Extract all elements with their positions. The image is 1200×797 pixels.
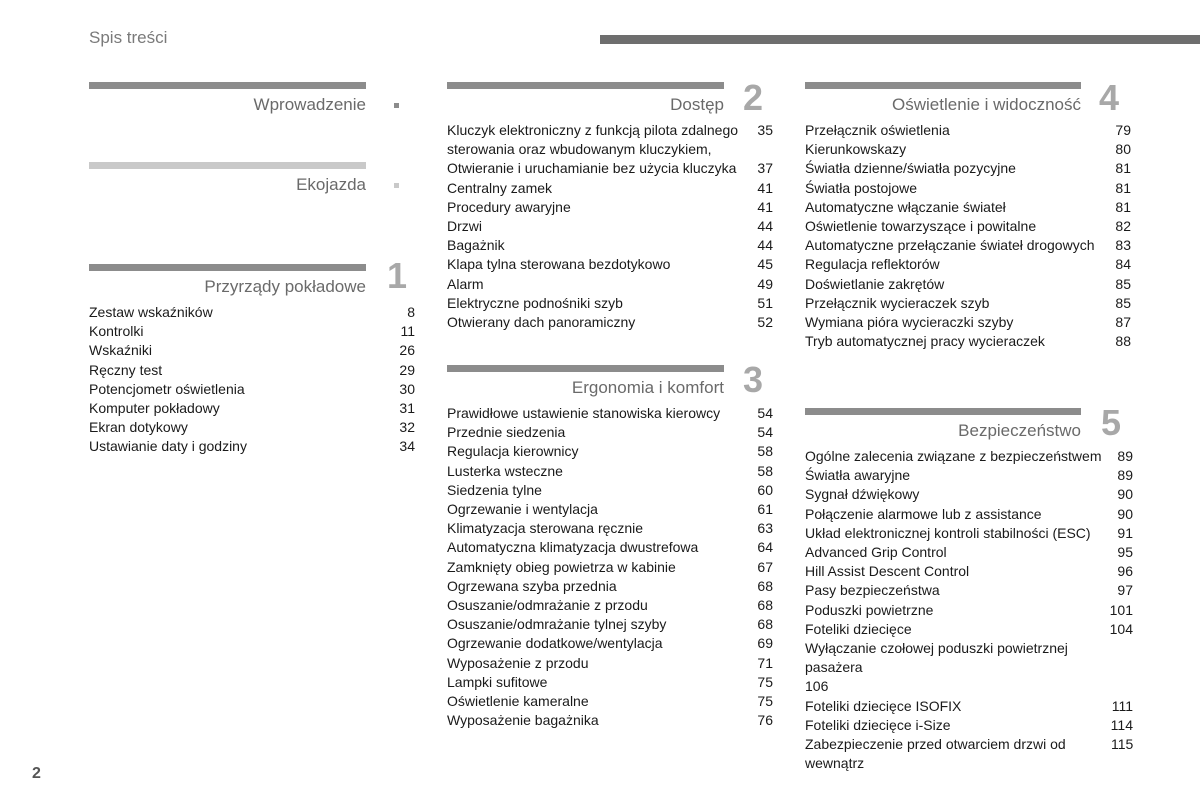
toc-list-ergonomia xyxy=(447,404,773,730)
toc-entry[interactable] xyxy=(447,673,773,692)
toc-entry-page: 111 xyxy=(1111,697,1133,714)
toc-entry[interactable] xyxy=(805,236,1131,255)
toc-entry-page: 63 xyxy=(757,520,773,537)
toc-entry-label: Zamknięty obieg powietrza w kabinie xyxy=(447,558,676,575)
toc-entry-label: Foteliki dziecięce xyxy=(805,620,912,637)
toc-entry-label: Oświetlenie kameralne xyxy=(447,693,589,710)
toc-entry-page: 68 xyxy=(757,577,773,594)
section-bar xyxy=(805,408,1081,415)
toc-entry-page: 115 xyxy=(1111,736,1134,753)
toc-entry-label: Połączenie alarmowe lub z assistance xyxy=(805,505,1042,522)
toc-entry-page: 90 xyxy=(1117,486,1133,503)
section-przyrzady xyxy=(89,255,408,301)
toc-entry[interactable] xyxy=(89,380,415,399)
toc-entry-label: Otwierany dach panoramiczny xyxy=(447,314,636,331)
toc-entry[interactable] xyxy=(805,275,1131,294)
toc-list-bezpieczenstwo xyxy=(805,447,1133,773)
toc-entry-label: Przednie siedzenia xyxy=(447,424,566,441)
section-ergonomia xyxy=(447,359,764,402)
section-marker-icon xyxy=(394,183,399,188)
toc-entry-label: Automatyczna klimatyzacja dwustrefowa xyxy=(447,539,699,556)
toc-entry-page: 101 xyxy=(1109,601,1133,618)
toc-entry[interactable] xyxy=(89,303,415,322)
toc-entry-label: Kluczyk elektroniczny z funkcją pilota zdalnego sterowania oraz wbudowanym kluczykiem, xyxy=(447,122,739,158)
toc-entry[interactable] xyxy=(447,159,773,178)
toc-entry-label: Ogrzewanie dodatkowe/wentylacja xyxy=(447,635,663,652)
toc-entry-page: 58 xyxy=(757,462,773,479)
toc-entry[interactable] xyxy=(805,485,1133,504)
toc-entry-label: Potencjometr oświetlenia xyxy=(89,380,245,397)
toc-entry-label: Wyłączanie czołowej poduszki powietrznej pasażera 106 xyxy=(805,640,1068,695)
toc-entry[interactable] xyxy=(447,500,773,519)
toc-entry-label: Kontrolki xyxy=(89,323,144,340)
toc-entry[interactable] xyxy=(447,692,773,711)
toc-entry[interactable] xyxy=(805,255,1131,274)
toc-entry-page: 54 xyxy=(757,424,773,441)
toc-entry-page: 29 xyxy=(399,361,415,378)
toc-entry-page: 89 xyxy=(1117,448,1133,464)
toc-entry-label: Ogrzewana szyba przednia xyxy=(447,577,617,594)
section-bar xyxy=(89,162,366,169)
toc-entry-page: 75 xyxy=(757,673,773,690)
toc-entry-label: Komputer pokładowy xyxy=(89,400,220,417)
toc-entry-page: 91 xyxy=(1117,524,1133,541)
toc-entry[interactable] xyxy=(447,481,773,500)
toc-entry[interactable] xyxy=(805,601,1133,620)
page-number: 2 xyxy=(32,765,41,782)
toc-entry-label: Hill Assist Descent Control xyxy=(805,563,970,580)
toc-entry-label: Procedury awaryjne xyxy=(447,198,571,215)
toc-entry-page: 71 xyxy=(757,654,773,671)
toc-entry-page: 76 xyxy=(757,712,773,729)
toc-entry[interactable] xyxy=(805,524,1133,543)
toc-entry-label: Sygnał dźwiękowy xyxy=(805,486,920,503)
header-bar xyxy=(600,35,1200,44)
toc-entry-label: Drzwi xyxy=(447,218,482,235)
toc-entry-label: Zestaw wskaźników xyxy=(89,304,213,320)
toc-list-przyrzady xyxy=(89,303,415,457)
toc-entry-label: Ręczny test xyxy=(89,361,163,378)
toc-entry-page: 81 xyxy=(1115,160,1131,177)
toc-entry[interactable] xyxy=(447,217,773,236)
toc-entry-page: 81 xyxy=(1115,179,1131,196)
toc-entry[interactable] xyxy=(447,442,773,461)
toc-entry-page: 79 xyxy=(1115,122,1131,138)
toc-entry-page: 11 xyxy=(400,323,415,340)
toc-entry-label: Wyposażenie z przodu xyxy=(447,654,589,671)
toc-entry[interactable] xyxy=(447,538,773,557)
toc-entry-label: Układ elektronicznej kontroli stabilności (ESC) xyxy=(805,524,1091,541)
toc-entry[interactable] xyxy=(447,615,773,634)
toc-entry-page: 26 xyxy=(399,342,415,359)
toc-entry[interactable] xyxy=(805,620,1133,639)
toc-entry[interactable] xyxy=(447,462,773,481)
toc-entry[interactable] xyxy=(805,294,1131,313)
toc-entry[interactable] xyxy=(805,581,1133,600)
toc-entry-label: Wymiana pióra wycieraczki szyby xyxy=(805,314,1014,331)
toc-entry-page: 44 xyxy=(757,218,773,235)
toc-entry-label: Regulacja reflektorów xyxy=(805,256,940,273)
toc-entry-page: 37 xyxy=(757,160,773,177)
page-title: Spis treści xyxy=(89,28,168,47)
toc-entry-label: Foteliki dziecięce i-Size xyxy=(805,716,951,733)
toc-entry-label: Zabezpieczenie przed otwarciem drzwi od wewnątrz xyxy=(805,736,1066,772)
toc-entry[interactable] xyxy=(447,711,773,730)
toc-entry[interactable] xyxy=(805,332,1131,351)
section-bar xyxy=(89,82,366,89)
toc-entry[interactable] xyxy=(89,341,415,360)
toc-entry-label: Światła postojowe xyxy=(805,179,918,196)
toc-entry[interactable] xyxy=(89,418,415,437)
section-bar xyxy=(447,82,724,89)
toc-entry[interactable] xyxy=(805,313,1131,332)
toc-entry-page: 90 xyxy=(1117,505,1133,522)
toc-entry-label: Wyposażenie bagażnika xyxy=(447,712,599,729)
section-number: 1 xyxy=(387,255,408,296)
toc-entry-page: 32 xyxy=(399,419,415,436)
toc-entry[interactable] xyxy=(447,423,773,442)
toc-entry-label: Siedzenia tylne xyxy=(447,481,542,498)
toc-entry-label: Ogólne zalecenia związane z bezpieczeństwem xyxy=(805,448,1102,464)
toc-entry-label: Lusterka wsteczne xyxy=(447,462,563,479)
toc-entry-page: 81 xyxy=(1115,198,1131,215)
toc-entry[interactable] xyxy=(447,236,773,255)
toc-entry-page: 41 xyxy=(757,179,773,196)
section-number: 2 xyxy=(743,77,764,118)
toc-entry-page: 96 xyxy=(1117,563,1133,580)
section-oswietlenie xyxy=(805,77,1120,119)
toc-entry[interactable] xyxy=(447,255,773,274)
section-marker-icon xyxy=(394,103,399,108)
section-title[interactable]: Ekojazda xyxy=(296,175,366,194)
toc-entry-label: Oświetlenie towarzyszące i powitalne xyxy=(805,218,1037,235)
toc-entry[interactable] xyxy=(447,558,773,577)
toc-entry-page: 69 xyxy=(757,635,773,652)
toc-entry-page: 85 xyxy=(1115,275,1131,292)
toc-entry-label: Otwieranie i uruchamianie bez użycia kluczyka xyxy=(447,160,737,177)
toc-entry-page: 35 xyxy=(757,122,773,138)
toc-entry[interactable] xyxy=(805,198,1131,217)
toc-entry-page: 67 xyxy=(757,558,773,575)
toc-entry-page: 52 xyxy=(757,314,773,331)
section-dostep xyxy=(447,77,764,119)
section-number: 3 xyxy=(743,359,764,400)
toc-entry[interactable] xyxy=(447,179,773,198)
toc-entry[interactable] xyxy=(447,198,773,217)
section-number: 5 xyxy=(1101,402,1122,443)
toc-entry-label: Osuszanie/odmrażanie z przodu xyxy=(447,597,648,614)
toc-entry-page: 54 xyxy=(757,405,773,421)
toc-entry-page: 60 xyxy=(757,481,773,498)
toc-entry-label: Regulacja kierownicy xyxy=(447,443,579,460)
toc-entry-label: Przełącznik oświetlenia xyxy=(805,122,950,138)
toc-entry-page: 114 xyxy=(1110,716,1133,733)
toc-entry-page: 80 xyxy=(1115,141,1131,158)
toc-entry-label: Prawidłowe ustawienie stanowiska kierowcy xyxy=(447,405,721,421)
toc-entry-label: Klimatyzacja sterowana ręcznie xyxy=(447,520,644,537)
toc-entry-label: Centralny zamek xyxy=(447,179,553,196)
toc-entry-page: 82 xyxy=(1115,218,1131,235)
toc-entry-label: Kierunkowskazy xyxy=(805,141,907,158)
toc-entry-label: Bagażnik xyxy=(447,237,505,254)
toc-entry-page: 68 xyxy=(757,597,773,614)
section-bezpieczenstwo xyxy=(805,402,1122,445)
toc-entry-label: Klapa tylna sterowana bezdotykowo xyxy=(447,256,671,273)
toc-entry[interactable] xyxy=(805,543,1133,562)
toc-entry[interactable] xyxy=(805,505,1133,524)
section-ekojazda xyxy=(89,162,366,199)
toc-entry-page: 88 xyxy=(1115,333,1131,350)
toc-entry-label: Ogrzewanie i wentylacja xyxy=(447,501,598,518)
toc-entry[interactable] xyxy=(805,217,1131,236)
toc-entry-label: Światła awaryjne xyxy=(805,467,911,484)
toc-entry-label: Wskaźniki xyxy=(89,342,153,359)
toc-entry-page: 75 xyxy=(757,693,773,710)
toc-entry-label: Ekran dotykowy xyxy=(89,419,188,436)
section-bar xyxy=(89,264,366,271)
section-wprowadzenie xyxy=(89,82,366,119)
toc-entry-label: Doświetlanie zakrętów xyxy=(805,275,945,292)
toc-entry-label: Osuszanie/odmrażanie tylnej szyby xyxy=(447,616,667,633)
toc-entry-page: 95 xyxy=(1117,544,1133,561)
toc-entry-page: 87 xyxy=(1115,314,1131,331)
toc-entry-page: 64 xyxy=(757,539,773,556)
section-title[interactable]: Ergonomia i komfort xyxy=(571,378,724,397)
toc-entry[interactable] xyxy=(805,447,1133,466)
toc-entry[interactable] xyxy=(805,466,1133,485)
toc-entry[interactable] xyxy=(805,716,1133,735)
toc-entry-page: 104 xyxy=(1109,620,1133,637)
toc-entry-page: 51 xyxy=(757,294,773,311)
toc-entry-page: 8 xyxy=(407,304,415,320)
toc-entry[interactable] xyxy=(805,179,1131,198)
toc-entry-page: 68 xyxy=(757,616,773,633)
toc-entry[interactable] xyxy=(447,121,773,159)
toc-entry[interactable] xyxy=(805,639,1133,697)
toc-entry-label: Pasy bezpieczeństwa xyxy=(805,582,940,599)
toc-entry-label: Automatyczne włączanie świateł xyxy=(805,198,1006,215)
toc-entry[interactable] xyxy=(447,404,773,423)
toc-list-oswietlenie xyxy=(805,121,1131,351)
toc-entry-label: Automatyczne przełączanie świateł drogowych xyxy=(805,237,1095,254)
toc-entry[interactable] xyxy=(89,322,415,341)
section-number: 4 xyxy=(1099,77,1120,118)
toc-entry-page: 45 xyxy=(757,256,773,273)
toc-entry[interactable] xyxy=(447,275,773,294)
toc-entry-page: 34 xyxy=(399,438,415,455)
toc-entry-page: 83 xyxy=(1115,237,1131,254)
toc-entry-page: 31 xyxy=(399,400,415,417)
toc-entry-page: 49 xyxy=(757,275,773,292)
toc-entry-label: Tryb automatycznej pracy wycieraczek xyxy=(805,333,1045,350)
toc-entry-page: 44 xyxy=(757,237,773,254)
toc-entry[interactable] xyxy=(447,577,773,596)
toc-entry-label: Advanced Grip Control xyxy=(805,544,947,561)
toc-entry-page: 61 xyxy=(757,501,773,518)
toc-entry-label: Elektryczne podnośniki szyb xyxy=(447,294,623,311)
toc-entry-page: 30 xyxy=(399,380,415,397)
toc-entry[interactable] xyxy=(805,159,1131,178)
toc-entry[interactable] xyxy=(805,735,1133,773)
toc-entry-page: 97 xyxy=(1117,582,1133,599)
section-title[interactable]: Przyrządy pokładowe xyxy=(204,277,366,296)
toc-entry[interactable] xyxy=(447,519,773,538)
toc-entry-label: Lampki sufitowe xyxy=(447,673,548,690)
toc-entry[interactable] xyxy=(89,437,415,456)
toc-entry[interactable] xyxy=(447,294,773,313)
toc-entry[interactable] xyxy=(805,140,1131,159)
toc-entry[interactable] xyxy=(447,654,773,673)
toc-entry[interactable] xyxy=(805,121,1131,140)
toc-entry[interactable] xyxy=(89,361,415,380)
section-title[interactable]: Dostęp xyxy=(670,95,724,114)
toc-entry[interactable] xyxy=(447,596,773,615)
toc-entry[interactable] xyxy=(447,313,773,332)
toc-entry-page: 85 xyxy=(1115,294,1131,311)
toc-entry-page: 89 xyxy=(1117,467,1133,484)
toc-entry-page: 58 xyxy=(757,443,773,460)
toc-entry-label: Foteliki dziecięce ISOFIX xyxy=(805,697,962,714)
toc-entry-label: Światła dzienne/światła pozycyjne xyxy=(805,160,1016,177)
section-title[interactable]: Bezpieczeństwo xyxy=(958,421,1081,440)
toc-entry-label: Przełącznik wycieraczek szyb xyxy=(805,294,990,311)
section-title[interactable]: Oświetlenie i widoczność xyxy=(892,95,1081,114)
section-title[interactable]: Wprowadzenie xyxy=(253,95,366,114)
toc-entry-label: Poduszki powietrzne xyxy=(805,601,934,618)
toc-entry-page: 84 xyxy=(1115,256,1131,273)
toc-entry-label: Ustawianie daty i godziny xyxy=(89,438,247,455)
toc-entry[interactable] xyxy=(447,634,773,653)
toc-entry-label: Alarm xyxy=(447,275,484,292)
section-bar xyxy=(447,365,724,372)
toc-list-dostep xyxy=(447,121,773,332)
toc-entry[interactable] xyxy=(89,399,415,418)
toc-entry[interactable] xyxy=(805,562,1133,581)
section-bar xyxy=(805,82,1081,89)
toc-entry-page: 41 xyxy=(757,198,773,215)
toc-entry[interactable] xyxy=(805,697,1133,716)
